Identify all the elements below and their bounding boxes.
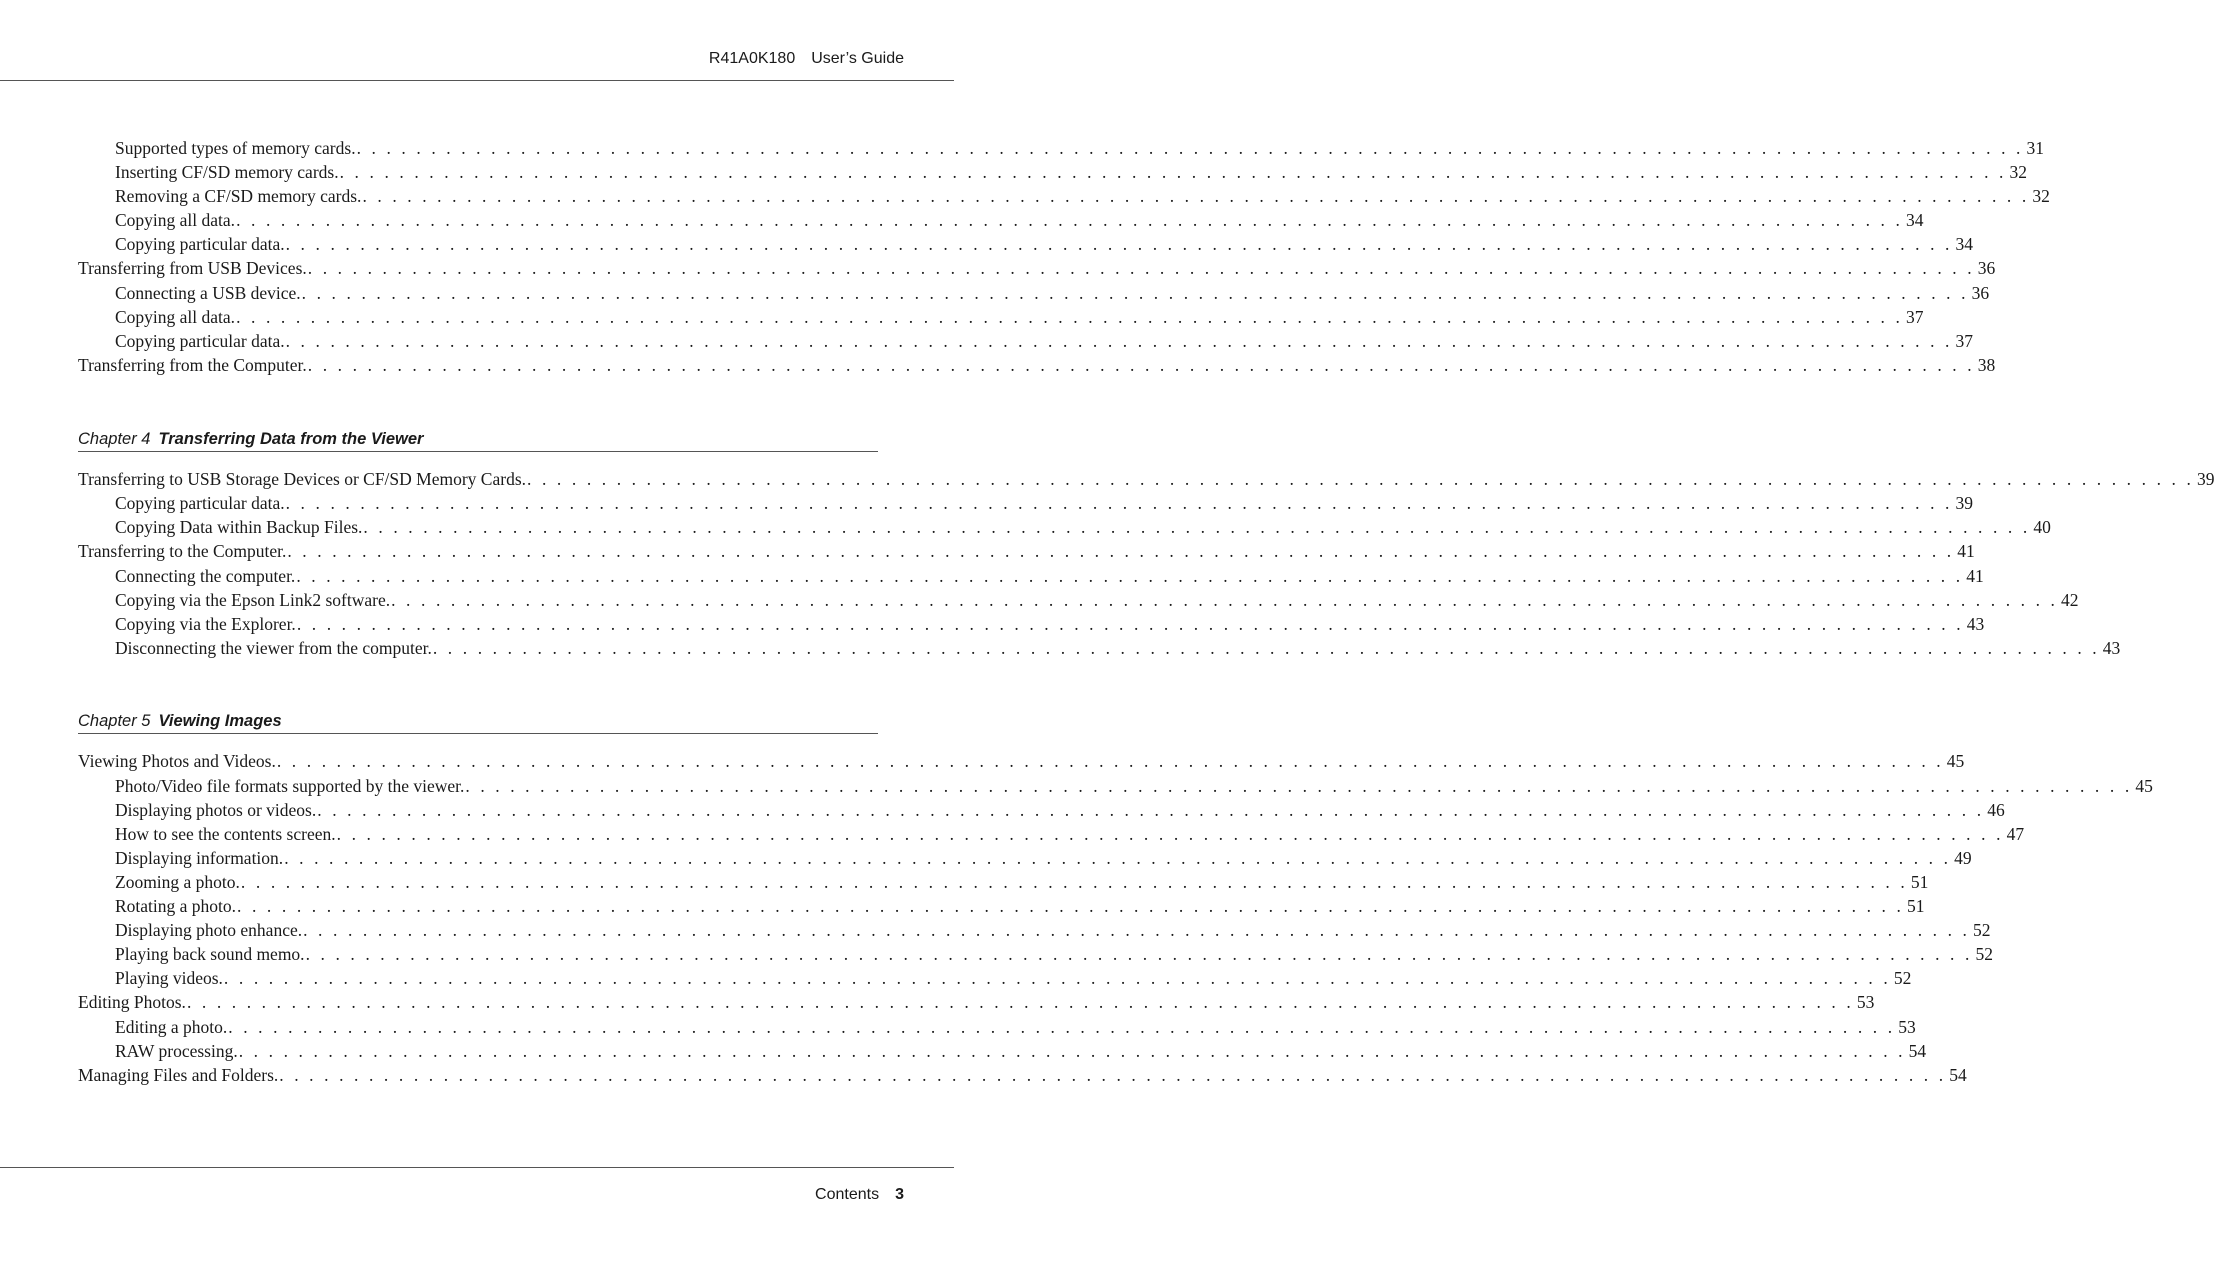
toc-entry[interactable]: Inserting CF/SD memory cards. . . . . . . . . . . . . . . . . . . . . . . . . . . . . . . . . . . . . . . . . . . . . . . . . . . . . . . . . . . . . . . . . . . . . . . . . . . . . . . . . . . . . . . . . . . . . . . . . . . . . . . . . . . . . . . . . 32 <box>115 162 2028 182</box>
toc-entry[interactable]: Playing videos. . . . . . . . . . . . . . . . . . . . . . . . . . . . . . . . . . . . . . . . . . . . . . . . . . . . . . . . . . . . . . . . . . . . . . . . . . . . . . . . . . . . . . . . . . . . . . . . . . . . . . . . . . . . . . . . . 52 <box>115 968 1912 988</box>
toc-entry[interactable]: Displaying photo enhance. . . . . . . . . . . . . . . . . . . . . . . . . . . . . . . . . . . . . . . . . . . . . . . . . . . . . . . . . . . . . . . . . . . . . . . . . . . . . . . . . . . . . . . . . . . . . . . . . . . . . . . . . . . . . . . . . 52 <box>115 920 1991 940</box>
footer-rule <box>0 1167 954 1168</box>
toc-entry[interactable]: Transferring from the Computer. . . . . . . . . . . . . . . . . . . . . . . . . . . . . . . . . . . . . . . . . . . . . . . . . . . . . . . . . . . . . . . . . . . . . . . . . . . . . . . . . . . . . . . . . . . . . . . . . . . . . . . . . . . . . . . . . 38 <box>78 355 1996 375</box>
page-header <box>709 50 904 68</box>
toc-entry[interactable]: Removing a CF/SD memory cards. . . . . . . . . . . . . . . . . . . . . . . . . . . . . . . . . . . . . . . . . . . . . . . . . . . . . . . . . . . . . . . . . . . . . . . . . . . . . . . . . . . . . . . . . . . . . . . . . . . . . . . . . . . . . . . . . 32 <box>115 186 2050 206</box>
toc-entry[interactable]: Copying all data. . . . . . . . . . . . . . . . . . . . . . . . . . . . . . . . . . . . . . . . . . . . . . . . . . . . . . . . . . . . . . . . . . . . . . . . . . . . . . . . . . . . . . . . . . . . . . . . . . . . . . . . . . . . . . . . . 34 <box>115 210 1924 230</box>
chapter-title: Transferring Data from the Viewer <box>158 430 424 448</box>
page-number: 3 <box>895 1186 904 1203</box>
toc-entry[interactable]: Displaying information. . . . . . . . . . . . . . . . . . . . . . . . . . . . . . . . . . . . . . . . . . . . . . . . . . . . . . . . . . . . . . . . . . . . . . . . . . . . . . . . . . . . . . . . . . . . . . . . . . . . . . . . . . . . . . . . . 49 <box>115 848 1972 868</box>
toc-entry[interactable]: Transferring from USB Devices. . . . . . . . . . . . . . . . . . . . . . . . . . . . . . . . . . . . . . . . . . . . . . . . . . . . . . . . . . . . . . . . . . . . . . . . . . . . . . . . . . . . . . . . . . . . . . . . . . . . . . . . . . . . . . . . . 36 <box>78 258 1996 278</box>
toc-entry[interactable]: Copying all data. . . . . . . . . . . . . . . . . . . . . . . . . . . . . . . . . . . . . . . . . . . . . . . . . . . . . . . . . . . . . . . . . . . . . . . . . . . . . . . . . . . . . . . . . . . . . . . . . . . . . . . . . . . . . . . . . 37 <box>115 307 1924 327</box>
toc-entry[interactable]: Disconnecting the viewer from the computer. . . . . . . . . . . . . . . . . . . . . . . . . . . . . . . . . . . . . . . . . . . . . . . . . . . . . . . . . . . . . . . . . . . . . . . . . . . . . . . . . . . . . . . . . . . . . . . . . . . . . . . . . . . . . . . . . 43 <box>115 638 2121 658</box>
toc-entry[interactable]: Connecting a USB device. . . . . . . . . . . . . . . . . . . . . . . . . . . . . . . . . . . . . . . . . . . . . . . . . . . . . . . . . . . . . . . . . . . . . . . . . . . . . . . . . . . . . . . . . . . . . . . . . . . . . . . . . . . . . . . . . 36 <box>115 283 1990 303</box>
chapter-heading-4 <box>78 427 878 452</box>
toc-entry[interactable]: Supported types of memory cards. . . . . . . . . . . . . . . . . . . . . . . . . . . . . . . . . . . . . . . . . . . . . . . . . . . . . . . . . . . . . . . . . . . . . . . . . . . . . . . . . . . . . . . . . . . . . . . . . . . . . . . . . . . . . . . . . 31 <box>115 138 2045 158</box>
toc-entry[interactable]: Copying particular data. . . . . . . . . . . . . . . . . . . . . . . . . . . . . . . . . . . . . . . . . . . . . . . . . . . . . . . . . . . . . . . . . . . . . . . . . . . . . . . . . . . . . . . . . . . . . . . . . . . . . . . . . . . . . . . . . 37 <box>115 331 1974 351</box>
chapter-heading-5 <box>78 709 878 734</box>
toc-entry[interactable]: How to see the contents screen. . . . . . . . . . . . . . . . . . . . . . . . . . . . . . . . . . . . . . . . . . . . . . . . . . . . . . . . . . . . . . . . . . . . . . . . . . . . . . . . . . . . . . . . . . . . . . . . . . . . . . . . . . . . . . . . . 47 <box>115 824 2025 844</box>
toc-entry[interactable]: Displaying photos or videos. . . . . . . . . . . . . . . . . . . . . . . . . . . . . . . . . . . . . . . . . . . . . . . . . . . . . . . . . . . . . . . . . . . . . . . . . . . . . . . . . . . . . . . . . . . . . . . . . . . . . . . . . . . . . . . . . 46 <box>115 800 2005 820</box>
toc-group-chapter-5 <box>78 749 2153 1089</box>
chapter-title: Viewing Images <box>158 712 282 730</box>
toc-entry[interactable]: Managing Files and Folders. . . . . . . . . . . . . . . . . . . . . . . . . . . . . . . . . . . . . . . . . . . . . . . . . . . . . . . . . . . . . . . . . . . . . . . . . . . . . . . . . . . . . . . . . . . . . . . . . . . . . . . . . . . . . . . . . 54 <box>78 1065 1967 1085</box>
chapter-label: Chapter 4 <box>78 430 151 448</box>
header-model: R41A0K180 <box>708 50 796 67</box>
toc-entry[interactable]: Copying via the Explorer. . . . . . . . . . . . . . . . . . . . . . . . . . . . . . . . . . . . . . . . . . . . . . . . . . . . . . . . . . . . . . . . . . . . . . . . . . . . . . . . . . . . . . . . . . . . . . . . . . . . . . . . . . . . . . . . . 43 <box>115 614 1985 634</box>
toc-entry[interactable]: Rotating a photo. . . . . . . . . . . . . . . . . . . . . . . . . . . . . . . . . . . . . . . . . . . . . . . . . . . . . . . . . . . . . . . . . . . . . . . . . . . . . . . . . . . . . . . . . . . . . . . . . . . . . . . . . . . . . . . . . 51 <box>115 896 1925 916</box>
chapter-label: Chapter 5 <box>78 712 151 730</box>
toc-entry[interactable]: Copying Data within Backup Files. . . . . . . . . . . . . . . . . . . . . . . . . . . . . . . . . . . . . . . . . . . . . . . . . . . . . . . . . . . . . . . . . . . . . . . . . . . . . . . . . . . . . . . . . . . . . . . . . . . . . . . . . . . . . . . . . 40 <box>115 517 2051 537</box>
toc-entry[interactable]: Transferring to USB Storage Devices or CF/SD Memory Cards. . . . . . . . . . . . . . . . . . . . . . . . . . . . . . . . . . . . . . . . . . . . . . . . . . . . . . . . . . . . . . . . . . . . . . . . . . . . . . . . . . . . . . . . . . . . . . . . . . . . . . . . . . . . . . . . . 39 <box>78 469 2214 489</box>
page-footer <box>815 1186 904 1204</box>
toc-entry[interactable]: RAW processing. . . . . . . . . . . . . . . . . . . . . . . . . . . . . . . . . . . . . . . . . . . . . . . . . . . . . . . . . . . . . . . . . . . . . . . . . . . . . . . . . . . . . . . . . . . . . . . . . . . . . . . . . . . . . . . . . 54 <box>115 1041 1927 1061</box>
toc-entry[interactable]: Editing a photo. . . . . . . . . . . . . . . . . . . . . . . . . . . . . . . . . . . . . . . . . . . . . . . . . . . . . . . . . . . . . . . . . . . . . . . . . . . . . . . . . . . . . . . . . . . . . . . . . . . . . . . . . . . . . . . . . 53 <box>115 1017 1916 1037</box>
toc-entry[interactable]: Editing Photos. . . . . . . . . . . . . . . . . . . . . . . . . . . . . . . . . . . . . . . . . . . . . . . . . . . . . . . . . . . . . . . . . . . . . . . . . . . . . . . . . . . . . . . . . . . . . . . . . . . . . . . . . . . . . . . . . 53 <box>78 992 1875 1012</box>
toc-entry[interactable]: Viewing Photos and Videos. . . . . . . . . . . . . . . . . . . . . . . . . . . . . . . . . . . . . . . . . . . . . . . . . . . . . . . . . . . . . . . . . . . . . . . . . . . . . . . . . . . . . . . . . . . . . . . . . . . . . . . . . . . . . . . . . 45 <box>78 751 1965 771</box>
toc-group-chapter-4 <box>78 467 2214 659</box>
toc-entry[interactable]: Playing back sound memo. . . . . . . . . . . . . . . . . . . . . . . . . . . . . . . . . . . . . . . . . . . . . . . . . . . . . . . . . . . . . . . . . . . . . . . . . . . . . . . . . . . . . . . . . . . . . . . . . . . . . . . . . . . . . . . . . 52 <box>115 944 1993 964</box>
toc-entry[interactable]: Copying via the Epson Link2 software. . . . . . . . . . . . . . . . . . . . . . . . . . . . . . . . . . . . . . . . . . . . . . . . . . . . . . . . . . . . . . . . . . . . . . . . . . . . . . . . . . . . . . . . . . . . . . . . . . . . . . . . . . . . . . . . . 42 <box>115 590 2079 610</box>
header-doc-title: User’s Guide <box>811 50 904 67</box>
toc-entry[interactable]: Transferring to the Computer. . . . . . . . . . . . . . . . . . . . . . . . . . . . . . . . . . . . . . . . . . . . . . . . . . . . . . . . . . . . . . . . . . . . . . . . . . . . . . . . . . . . . . . . . . . . . . . . . . . . . . . . . . . . . . . . . 41 <box>78 541 1975 561</box>
toc-entry[interactable]: Photo/Video file formats supported by the viewer. . . . . . . . . . . . . . . . . . . . . . . . . . . . . . . . . . . . . . . . . . . . . . . . . . . . . . . . . . . . . . . . . . . . . . . . . . . . . . . . . . . . . . . . . . . . . . . . . . . . . . . . . . . . . . . . . 45 <box>115 776 2153 796</box>
toc-entry[interactable]: Copying particular data. . . . . . . . . . . . . . . . . . . . . . . . . . . . . . . . . . . . . . . . . . . . . . . . . . . . . . . . . . . . . . . . . . . . . . . . . . . . . . . . . . . . . . . . . . . . . . . . . . . . . . . . . . . . . . . . . 39 <box>115 493 1974 513</box>
header-rule <box>0 80 954 81</box>
footer-section: Contents <box>815 1186 880 1203</box>
toc-entry[interactable]: Zooming a photo. . . . . . . . . . . . . . . . . . . . . . . . . . . . . . . . . . . . . . . . . . . . . . . . . . . . . . . . . . . . . . . . . . . . . . . . . . . . . . . . . . . . . . . . . . . . . . . . . . . . . . . . . . . . . . . . . 51 <box>115 872 1929 892</box>
toc-entry[interactable]: Connecting the computer. . . . . . . . . . . . . . . . . . . . . . . . . . . . . . . . . . . . . . . . . . . . . . . . . . . . . . . . . . . . . . . . . . . . . . . . . . . . . . . . . . . . . . . . . . . . . . . . . . . . . . . . . . . . . . . . . 41 <box>115 566 1984 586</box>
toc-entry[interactable]: Copying particular data. . . . . . . . . . . . . . . . . . . . . . . . . . . . . . . . . . . . . . . . . . . . . . . . . . . . . . . . . . . . . . . . . . . . . . . . . . . . . . . . . . . . . . . . . . . . . . . . . . . . . . . . . . . . . . . . . 34 <box>115 234 1974 254</box>
toc-group-continued <box>78 136 2050 376</box>
